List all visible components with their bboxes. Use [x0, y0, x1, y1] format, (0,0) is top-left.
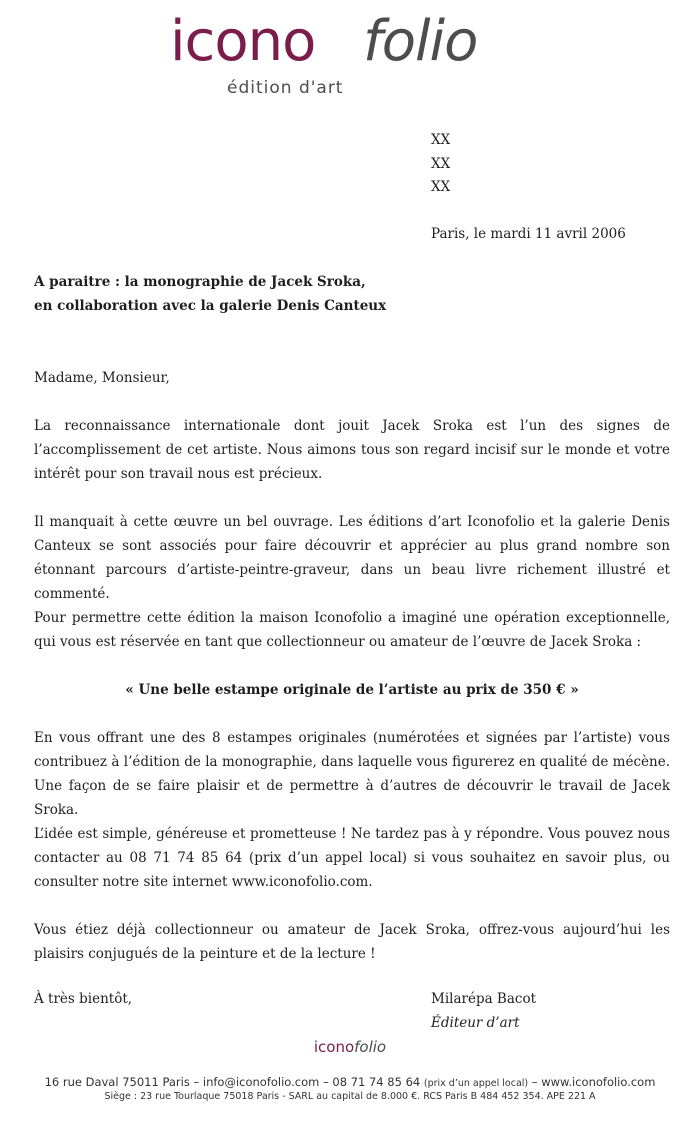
paragraph-3: Pour permettre cette édition la maison Iconofolio a imaginé une opération exceptionnelle, qui vous est réservée en tant que collectionneur ou amateur de l’œuvre de Jacek Sroka : — [34, 610, 670, 650]
footer-contact-website: – www.iconofolio.com — [531, 1075, 656, 1089]
paragraph-2: Il manquait à cette œuvre un bel ouvrage. Les éditions d’art Iconofolio et la galerie Denis Canteux se sont associés pour faire découvrir et apprécier au plus grand nombre son étonnant parcours d’artiste-peintre-graveur, dans un beau livre richement illustré et commenté. — [34, 514, 670, 602]
logo-word-icono: icono — [170, 9, 316, 74]
letter-subject — [34, 270, 386, 318]
recipient-line: XX — [431, 155, 451, 172]
paragraph-4: En vous offrant une des 8 estampes originales (numérotées et signées par l’artiste) vous contribuez à l’édition de la monographie, dans laquelle vous figurerez en qualité de mécène. Une façon de se faire plaisir et de permettre à d’autres de découvrir le travail de Jacek Sroka. — [34, 730, 670, 818]
closing: À très bientôt, — [34, 991, 133, 1007]
salutation: Madame, Monsieur, — [34, 370, 170, 386]
footer-legal-line: Siège : 23 rue Tourlaque 75018 Paris - SARL au capital de 8.000 €. RCS Paris B 484 452 354. APE 221 A — [104, 1091, 596, 1102]
paragraph-5: L’idée est simple, généreuse et prometteuse ! Ne tardez pas à y répondre. Vous pouvez nous contacter au 08 71 74 85 64 (prix d’un appel local) si vous souhaitez en savoir plus, ou consulter notre site internet www.iconofolio.com. — [34, 826, 670, 890]
footer-logo-word-icono: icono — [313, 1038, 355, 1056]
subject-line: en collaboration avec la galerie Denis Canteux — [34, 298, 387, 314]
logo-word-folio: folio — [363, 9, 478, 74]
header-logo — [170, 6, 550, 104]
recipient-line: XX — [431, 179, 451, 195]
signature-name: Milarépa Bacot — [431, 991, 537, 1007]
paragraph-6: Vous étiez déjà collectionneur ou amateur de Jacek Sroka, offrez-vous aujourd’hui les plaisirs conjugués de la peinture et de la lecture ! — [34, 922, 670, 962]
signature — [431, 987, 536, 1035]
recipient-address — [431, 128, 450, 199]
footer-logo-word-folio: folio — [354, 1038, 387, 1056]
letter-date: Paris, le mardi 11 avril 2006 — [431, 226, 626, 242]
footer-logo — [0, 1036, 700, 1058]
recipient-line: XX — [431, 132, 451, 148]
signature-title: Éditeur d’art — [431, 1015, 520, 1031]
logo-tagline: édition d'art — [227, 78, 344, 98]
footer-contact-main: 16 rue Daval 75011 Paris – info@iconofolio.com – 08 71 74 85 64 — [44, 1075, 421, 1089]
paragraph-1: La reconnaissance internationale dont jouit Jacek Sroka est l’un des signes de l’accomplissement de cet artiste. Nous aimons tous son regard incisif sur le monde et votre intérêt pour son travail nous est précieux. — [34, 418, 670, 482]
subject-line: A paraitre : la monographie de Jacek Sroka, — [34, 274, 366, 290]
offer-highlight: « Une belle estampe originale de l’artiste au prix de 350 € » — [125, 682, 579, 698]
footer-contact-note: (prix d’un appel local) — [423, 1078, 529, 1089]
